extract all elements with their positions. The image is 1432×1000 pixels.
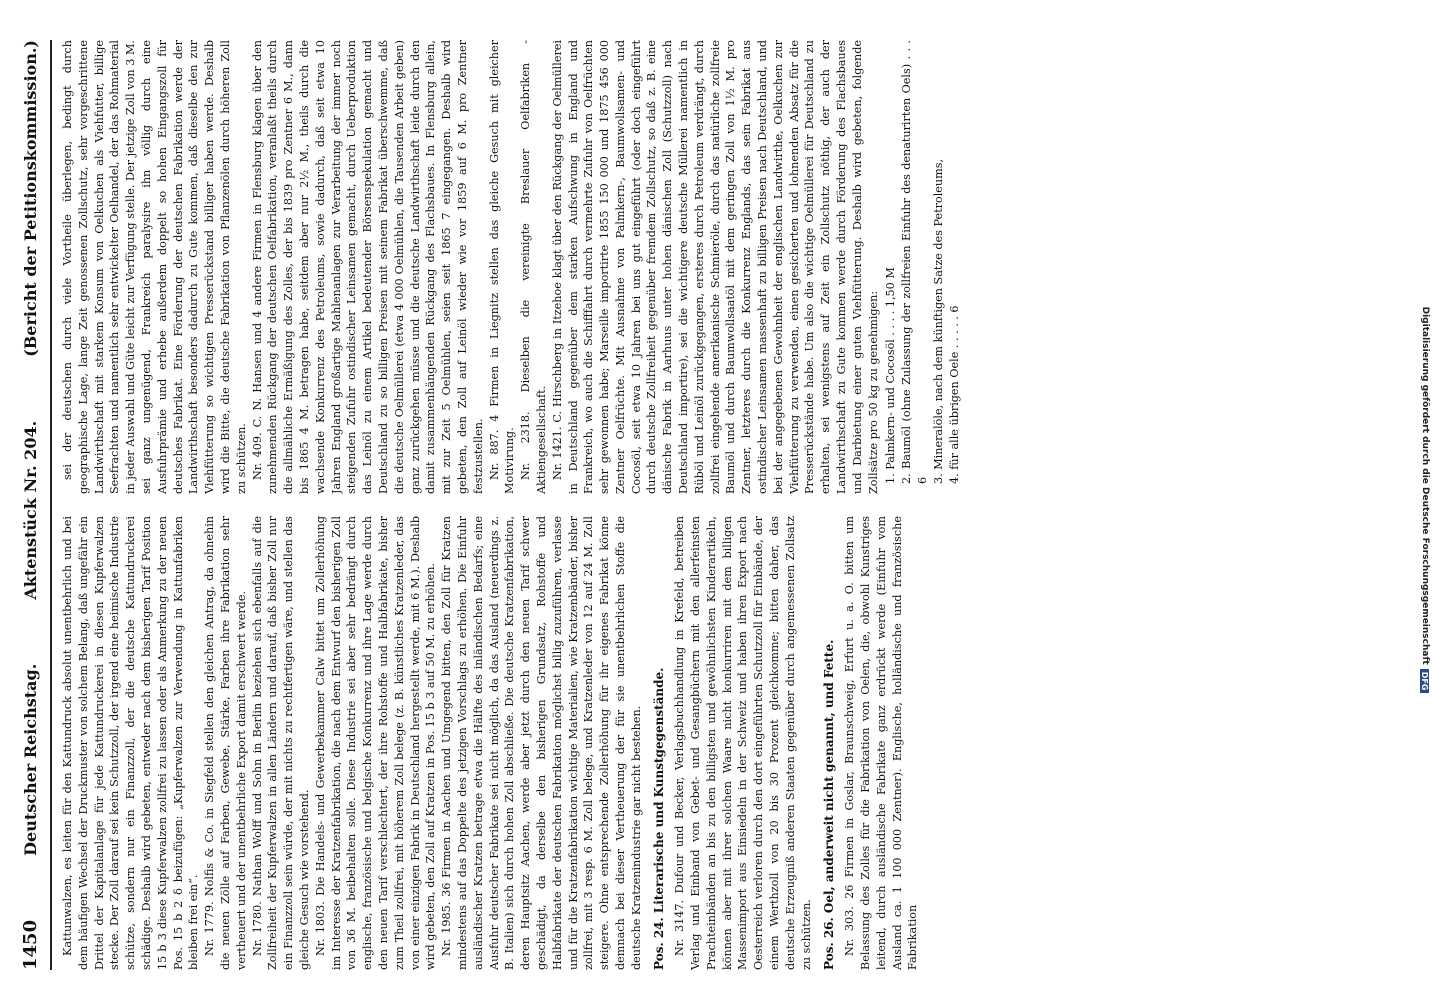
- tariff-list-item: 1. Palmkern- und Cocosöl . . . . 1,50 M: [884, 267, 898, 484]
- text-columns: [60, 40, 1390, 970]
- section-heading: Pos. 24. Literarische und Kunstgegenstände.: [652, 667, 667, 970]
- credit-text: Digitalisierung gefördert durch die Deutsche Forschungsgemeinschaft: [1420, 306, 1430, 665]
- dfg-logo: DFG: [1421, 669, 1430, 694]
- paragraph: Nr. 2318. Dieselben die vereinigte Breslauer Oelfabriken - Aktiengesellschaft.: [519, 40, 548, 494]
- header-right: (Bericht der Petitionskommission.): [21, 40, 40, 357]
- paragraph: Nr. 409. C. N. Hansen und 4 andere Firmen in Flensburg klagen über den zunehmenden Rückgang der deutschen Oelfabrikation, veranlaßt theils durch die allmähliche Ermäßigung des Zolles, der bis 1839 pro Zentner 6 M., dann bis 1865 4 M. betragen habe, seitdem aber nur 2½ M., theils durch die wachsende Konkurrenz des Petroleums, sowie dadurch, daß seit etwa 10 Jahren England großartige Mahlenanlagen zur Verarbeitung der immer noch steigenden Zufuhr ostindischer Leinsamen gemacht, durch Ueberproduktion das Leinöl zu einem Artikel bedeutender Börsenspekulation gemacht und Deutschland zu so billigen Preisen mit seinem Fabrikat überschwemme, daß die deutsche Oelmüllerei (etwa 4 000 Oelmühlen, die Tausenden Arbeit geben) ganz zurückgehen müsse und die deutsche Landwirthschaft leide durch den damit zusammenhängenden Rückgang des Flachsbaues. In Flensburg allein, mit zur Zeit 5 Oelmühlen, seien seit 1865 7 eingegangen. Deshalb wird gebeten, den Zoll auf Leinöl wieder wie vor 1859 auf 6 M. pro Zentner festzustellen.: [250, 40, 485, 494]
- section-heading: Pos. 26. Oel, anderweit nicht genannt, und Fette.: [822, 639, 837, 970]
- paragraph: sei der deutschen durch viele Vortheile überlegen, bedingt durch geographische Lage, lange Zeit genossenen Zollschutz, sehr vorgeschrittene Landwirthschaft mit starkem Konsum von Oelkuchen als Viehfutter, billige Seefrachten und namentlich sehr entwickelter Oelhandel, der das Rohmaterial in jeder Auswahl und Güte leicht zur Verfügung stelle. Der jetzige Zoll von 3 M. sei ganz ungenügend, Frankreich paralysire ihn völlig durch eine Ausfuhrprämie und erhebe außerdem doppelt so hohen Eingangszoll für deutsches Fabrikat. Eine Förderung der deutschen Fabrikation werde der Landwirthschaft besonders dadurch zu Gute kommen, daß dieselbe den zur Viehfütterung so wichtigen Presserückstand billiger haben werde. Deshalb wird die Bitte, die deutsche Fabrikation von Pflanzenölen durch höheren Zoll zu schützen.: [61, 40, 248, 494]
- paragraph: Nr. 1803. Die Handels- und Gewerbekammer Calw bittet um Zollerhöhung im Interesse der Kratzenfabrikation, die nach dem Entwurf den bisherigen Zoll von 36 M. beibehalten solle. Diese Industrie sei aber sehr bedrängt durch englische, französische und belgische Konkurrenz und ihre Lage werde durch den neuen Tarif verschlechtert, der ihre Rohstoffe und Halbfabrikate, bisher zum Theil zollfrei, mit höherem Zoll belege (z. B. künstliches Kratzenleder, das von einer einzigen Fabrik in Deutschland hergestellt werde, mit 6 M.). Deshalb wird gebeten, den Zoll auf Kratzen in Pos. 15 b 3 auf 50 M. zu erhöhen.: [313, 516, 438, 970]
- paragraph: Nr. 303. 26 Firmen in Goslar, Braunschweig, Erfurt u. a. O. bitten um Belassung des Zolles für die Fabrikation von Oelen, die, obwohl Kunstriges leitend, durch ausländische Fabrikate ganz erdrückt werde (Einfuhr vom Ausland ca. 1 100 000 Zentner). Englische, holländische und französische Fabrikation: [843, 516, 920, 970]
- page-content: [20, 40, 1400, 970]
- tariff-list-item: 2. Baumöl (ohne Zulassung der zollfreien Einfuhr des denaturirten Oels) . . . 6: [900, 40, 930, 484]
- page-number: 1450: [20, 919, 41, 970]
- header-left: Deutscher Reichstag.: [21, 663, 40, 856]
- column-right: [60, 40, 1390, 494]
- header-rule: [50, 40, 52, 970]
- paragraph: Nr. 1780. Nathan Wolff und Sohn in Berlin beziehen sich ebenfalls auf die Zollfreiheit der Kupferwalzen in allen Ländern und darauf, daß bisher Zoll nur ein Finanzzoll sein würde, der mit nichts zu rechtfertigen wäre, und stellen das gleiche Gesuch wie vorstehend.: [250, 516, 311, 970]
- paragraph: Nr. 1985. 36 Firmen in Aachen und Umgegend bitten, den Zoll für Kratzen mindestens auf das Doppelte des jetzigen Vorschlags zu erhöhen. Die Einfuhr ausländischer Kratzen betrage etwa die Hälfte des inländischen Bedarfs; eine Ausfuhr deutscher Fabrikate sei nicht möglich, da das Ausland (neuerdings z. B. Italien) sich durch hohen Zoll abschließe. Die deutsche Kratzenfabrikation, deren Hauptsitz Aachen, werde aber jetzt durch den neuen Tarif schwer geschädigt, da derselbe den bisherigen Grundsatz, Rohstoffe und Halbfabrikate der deutschen Fabrikation möglichst billig zuzuführen, verlasse und für die Kratzenfabrikation wichtige Materialien, wie Kratzenbänder, bisher zollfrei, mit 3 resp. 6 M. Zoll belege, und Kratzenleder von 12 auf 24 M. Zoll steigere. Ohne entsprechende Zollerhöhung für ihr eigenes Fabrikat könne demnach bei dieser Vertheuerung der für sie unentbehrlichen Stoffe die deutsche Kratzenindustrie gar nicht bestehen.: [440, 516, 643, 970]
- header-center: Aktenstück Nr. 204.: [21, 420, 40, 600]
- paragraph: Nr. 3147. Dufour und Becker, Verlagsbuchhandlung in Krefeld, betreiben Verlag und Einband von Gebet- und Gesangbüchern mit den allerfeinsten Prachteinbänden an bis zu den billigsten und gewöhnlichsten Kinderartikeln, können aber mit ihrer solchen Waare nicht konkurriren mit dem billigen Massenimport aus Einsiedeln in der Schweiz und haben ihren Export nach Oesterreich verloren durch den dort eingeführten Schutzzoll für Einbände, der einem Werthzoll von 20 bis 30 Prozent gleichkomme; bitten daher, das deutsche Erzeugniß anderen Staaten gegenüber durch angemessenen Zollsatz zu schützen.: [673, 516, 813, 970]
- paragraph: Nr. 1421. C. Hirschberg in Itzehoe klagt über den Rückgang der Oelmüllerei in Deutschland gegenüber dem starken Aufschwung in England und Frankreich, wo auch die Schifffahrt durch vermehrte Zufuhr von Oelfrüchten sehr gewonnen habe; Marseille importirte 1855 150 000 und 1875 456 000 Zentner Oelfrüchte. Mit Ausnahme von Palmkern-, Baumwollsamen- und Cocosöl, seit etwa 10 Jahren bei uns gut eingeführt (oder doch eingeführt durch deutsche Zollfreiheit gegenüber fremdem Zollschutz, so daß z. B. eine dänische Fabrik in Aarhuus unter hohen dänischen Zoll (Schutzzoll) nach Deutschland importire), sei die wichtigere deutsche Müllerei namentlich in Rüböl und Leinöl zurückgegangen, ersteres durch Petroleum verdrängt, durch zollfrei eingehende amerikanische Schmieröle, durch das natürliche zollfreie Baumöl und durch Baumwollsaatöl mit dem geringen Zoll von 1½ M. pro Zentner, letzteres durch die Konkurrenz Englands, das sein Fabrikat aus ostindischer Leinsamen massenhaft zu billigen Preisen nach Deutschland, und bei der angegebenen Gewohnheit der englischen Landwirthe, Oelkuchen zur Viehfütterung zu verwenden, einen gesicherten und lohnenden Absatz für die Presserückstände habe. Um also die wichtige Oelmüllerei für Deutschland zu erhalten, sei wenigstens auf Zeit ein Zollschutz nöthig, der auch der Landwirthschaft zu Gute kommen werde durch Förderung des Flachsbaues und Darbietung einer guten Viehfütterung. Deshalb wird gebeten, folgende Zollsätze pro 50 kg zu genehmigen:: [550, 40, 880, 494]
- page-header: [20, 40, 48, 970]
- column-left: [60, 516, 1390, 970]
- tariff-list: [883, 40, 962, 494]
- paragraph: Kattunwalzen, es leiten für den Kattundruck absolut unentbehrlich und bei dem häufigen Wechsel der Druckmuster von solchem Belang, daß ungefähr ein Drittel der Kapitalanlage für jede Kattundruckerei in diesen Kupferwalzen stecke. Der Zoll darauf sei kein Schutzzoll, der irgend eine heimische Industrie schütze, sondern nur ein Finanzzoll, der die deutsche Kattundruckerei schädige. Deshalb wird gebeten, entweder nach dem bisherigen Tarif Position 15 b 3 diese Kupferwalzen zollfrei zu lassen oder als Anmerkung zu der neuen Pos. 15 b 2 δ beizufügen: „Kupferwalzen zur Verwendung in Kattunfabriken bleiben frei ein“.: [61, 516, 201, 970]
- paragraph: Nr. 1779. Nolfis & Co. in Siegfeld stellen den gleichen Antrag, da ohnehin die neuen Zölle auf Farben, Gewebe, Stärke, Farben ihre Fabrikation sehr vertheuert und der unentbehrliche Export damit erschwert werde.: [203, 516, 248, 970]
- tariff-list-item: 4. für alle übrigen Oele . . . . . 6: [947, 305, 961, 484]
- digitization-credit: [1418, 0, 1432, 1000]
- paragraph: Nr. 887. 4 Firmen in Liegnitz stellen das gleiche Gesuch mit gleicher Motivirung.: [487, 40, 517, 494]
- tariff-list-item: 3. Mineralöle, nach dem künftigen Satze des Petroleums,: [931, 158, 945, 484]
